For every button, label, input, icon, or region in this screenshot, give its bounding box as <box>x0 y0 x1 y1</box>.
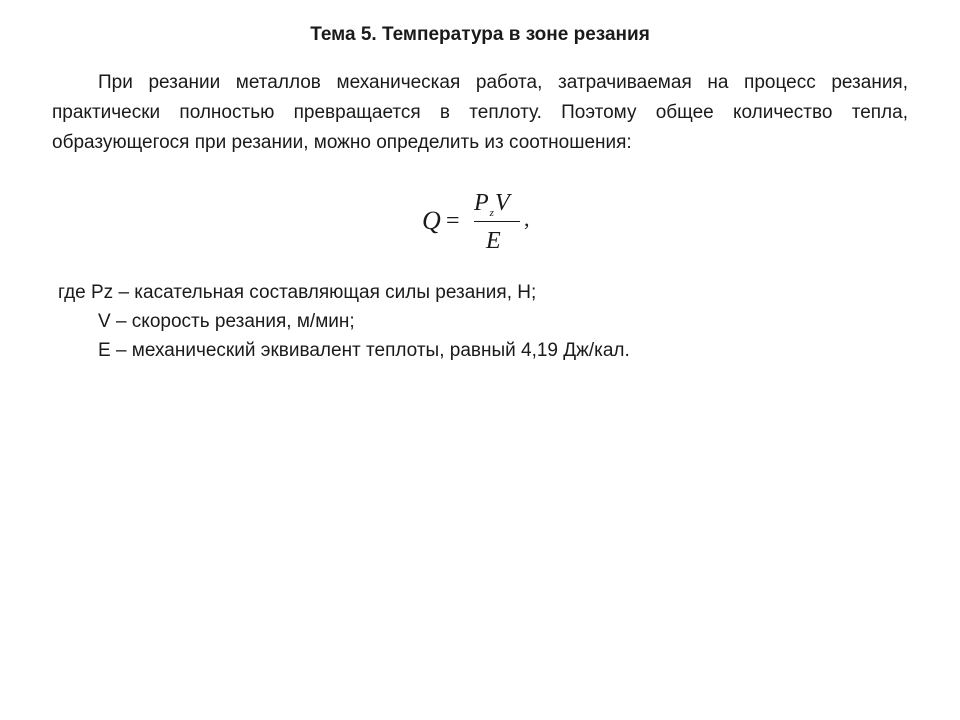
fraction-bar <box>474 221 520 222</box>
formula-numerator-subscript: z <box>489 207 494 219</box>
definition-v: V – скорость резания, м/мин; <box>98 311 355 332</box>
intro-paragraph: При резании металлов механическая работа, затрачиваемая на процесс резания, практически полностью превращается в теплоту. Поэтому общее количество тепла, образующегося при резании, можно определить из соотношения: <box>52 72 908 153</box>
definition-pz: где Pz – касательная составляющая силы резания, Н; <box>58 282 537 303</box>
variable-definitions <box>58 278 630 365</box>
formula-comma: , <box>524 206 530 231</box>
formula-numerator-p: P <box>474 190 489 216</box>
formula-numerator <box>474 188 510 222</box>
formula-lhs: Q <box>422 206 441 235</box>
formula-numerator-v: V <box>494 190 510 216</box>
formula-equals: = <box>446 208 460 234</box>
formula-denominator: E <box>486 228 501 254</box>
definition-e: E – механический эквивалент теплоты, равный 4,19 Дж/кал. <box>98 340 630 361</box>
heat-formula <box>418 188 558 264</box>
slide-title: Тема 5. Температура в зоне резания <box>310 24 650 45</box>
